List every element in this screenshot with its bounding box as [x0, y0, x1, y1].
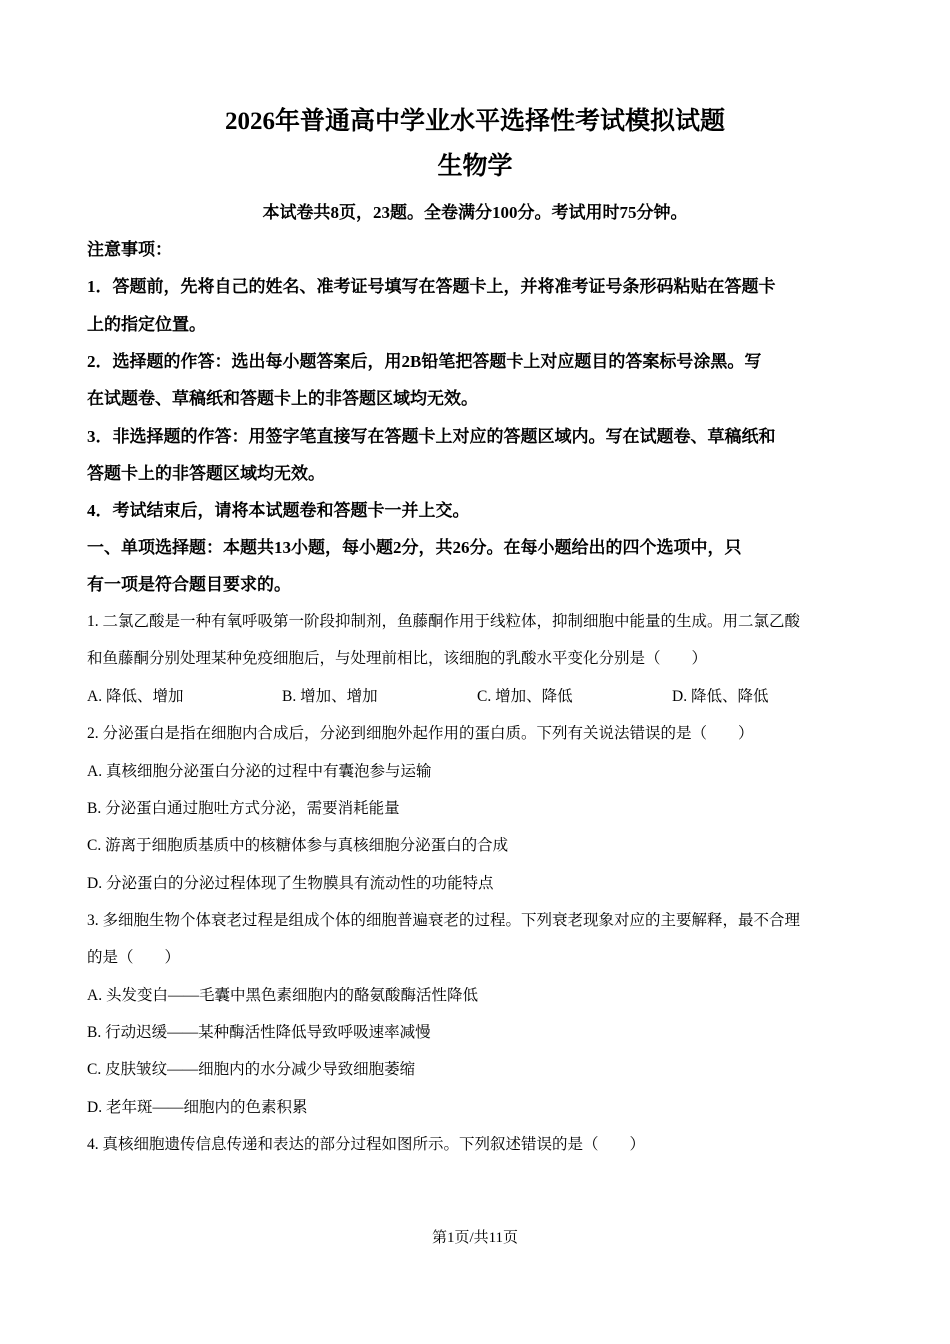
subject-title: 生物学: [437, 153, 513, 180]
notice-line: 答题卡上的非答题区域均无效。: [87, 464, 325, 483]
notice-line: 3．非选择题的作答：用签字笔直接写在答题卡上对应的答题区域内。写在试题卷、草稿纸和: [87, 427, 776, 446]
option-d: D. 降低、降低: [672, 688, 769, 705]
notice-line: 1．答题前，先将自己的姓名、准考证号填写在答题卡上，并将准考证号条形码粘贴在答题卡: [87, 277, 776, 296]
option-b: B. 增加、增加: [282, 688, 378, 705]
exam-info: 本试卷共8页，23题。全卷满分100分。考试用时75分钟。: [262, 203, 688, 222]
option-d: D. 分泌蛋白的分泌过程体现了生物膜具有流动性的功能特点: [87, 875, 494, 892]
option-a: A. 真核细胞分泌蛋白分泌的过程中有囊泡参与运输: [87, 763, 432, 780]
option-d: D. 老年斑——细胞内的色素积累: [87, 1099, 308, 1116]
exam-title: 2026年普通高中学业水平选择性考试模拟试题: [224, 108, 725, 135]
notice-line: 在试题卷、草稿纸和答题卡上的非答题区域均无效。: [87, 389, 478, 408]
notice-heading: 注意事项：: [87, 240, 172, 259]
option-b: B. 分泌蛋白通过胞吐方式分泌，需要消耗能量: [87, 800, 400, 817]
option-c: C. 游离于细胞质基质中的核糖体参与真核细胞分泌蛋白的合成: [87, 837, 509, 854]
question-3-stem: 的是（ ）: [87, 949, 181, 966]
option-a: A. 降低、增加: [87, 688, 184, 705]
notice-line: 2．选择题的作答：选出每小题答案后，用2B铅笔把答题卡上对应题目的答案标号涂黑。写: [87, 352, 762, 371]
question-1-stem: 和鱼藤酮分别处理某种免疫细胞后，与处理前相比，该细胞的乳酸水平变化分别是（ ）: [87, 650, 708, 667]
notice-line: 4．考试结束后，请将本试题卷和答题卡一并上交。: [87, 501, 470, 520]
option-a: A. 头发变白——毛囊中黑色素细胞内的酪氨酸酶活性降低: [87, 987, 478, 1004]
question-1-options: [87, 684, 867, 706]
question-4-stem: 4. 真核细胞遗传信息传递和表达的部分过程如图所示。下列叙述错误的是（ ）: [87, 1136, 646, 1153]
question-3-stem: 3. 多细胞生物个体衰老过程是组成个体的细胞普遍衰老的过程。下列衰老现象对应的主要解释，最不合理: [87, 912, 801, 929]
section-heading: 一、单项选择题：本题共13小题，每小题2分，共26分。在每小题给出的四个选项中，只: [87, 538, 742, 557]
option-c: C. 皮肤皱纹——细胞内的水分减少导致细胞萎缩: [87, 1061, 416, 1078]
section-heading: 有一项是符合题目要求的。: [87, 575, 291, 594]
question-2-stem: 2. 分泌蛋白是指在细胞内合成后，分泌到细胞外起作用的蛋白质。下列有关说法错误的是（ ）: [87, 725, 754, 742]
question-1-stem: 1. 二氯乙酸是一种有氧呼吸第一阶段抑制剂，鱼藤酮作用于线粒体，抑制细胞中能量的生成。用二氯乙酸: [87, 613, 801, 630]
notice-line: 上的指定位置。: [87, 315, 206, 334]
option-b: B. 行动迟缓——某种酶活性降低导致呼吸速率减慢: [87, 1024, 431, 1041]
option-c: C. 增加、降低: [477, 688, 573, 705]
page-number: 第1页/共11页: [431, 1230, 519, 1246]
